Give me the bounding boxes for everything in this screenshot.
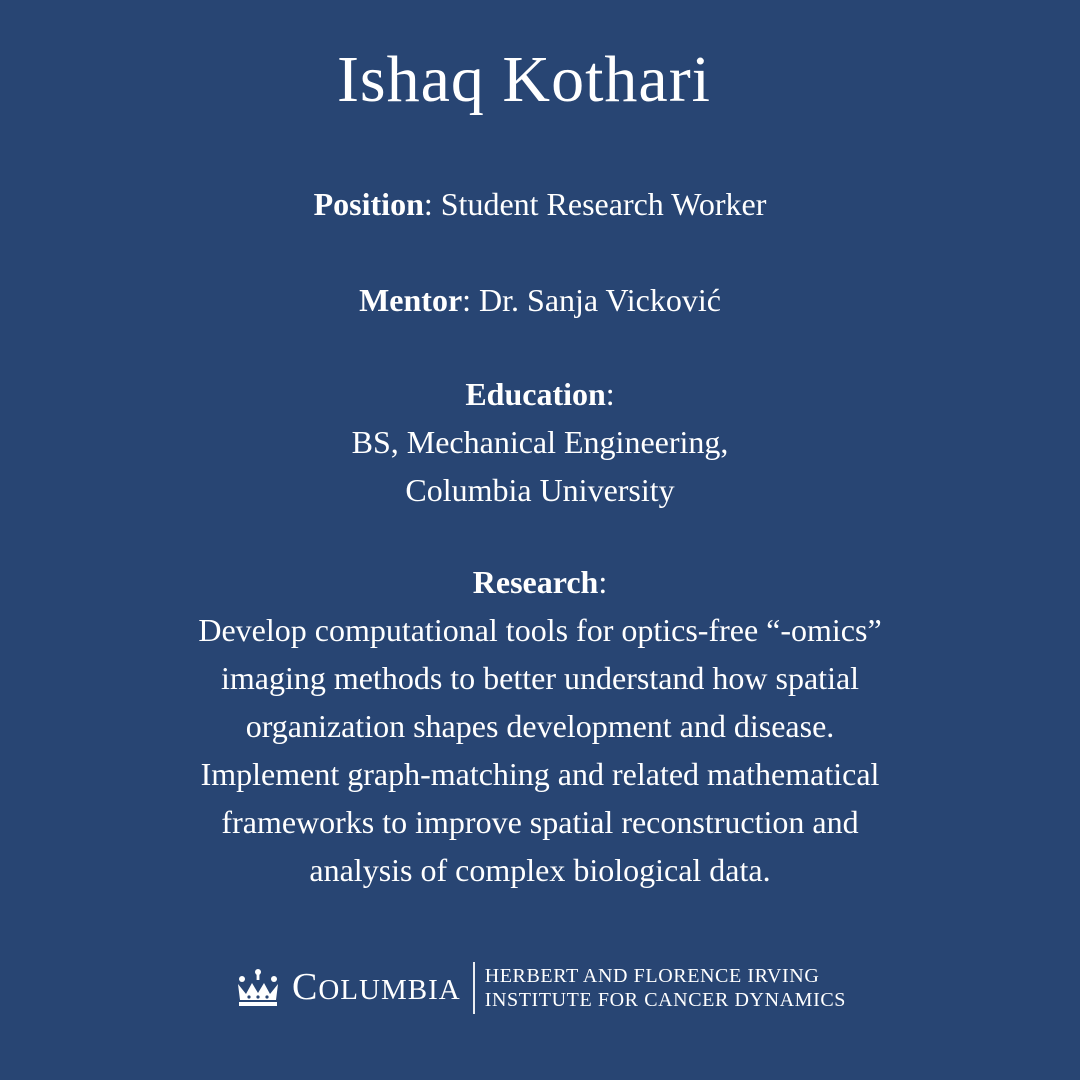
research-section [0,558,1080,894]
research-line: Implement graph-matching and related mathematical [200,756,880,792]
wordmark-initial: C [291,965,319,1008]
person-name: Ishaq Kothari [336,43,712,116]
research-line: organization shapes development and disease. [245,708,835,744]
education-colon: : [605,376,615,412]
logo-divider [473,962,475,1014]
mentor-row [0,276,1080,324]
crown-icon [234,968,282,1008]
education-label: Education [465,376,606,412]
wordmark-rest: OLUMBIA [318,973,461,1006]
education-line: Columbia University [405,472,675,508]
research-colon: : [598,564,608,600]
institute-line-2: INSTITUTE FOR CANCER DYNAMICS [484,989,846,1011]
research-label: Research [472,564,599,600]
institution-logo [0,962,1080,1014]
position-row [0,180,1080,228]
research-line: analysis of complex biological data. [309,852,771,888]
research-line: Develop computational tools for optics-free “-omics” [198,612,882,648]
research-line: frameworks to improve spatial reconstruction and [221,804,859,840]
research-line: imaging methods to better understand how spatial [220,660,860,696]
mentor-value: : Dr. Sanja Vicković [462,282,721,318]
mentor-label: Mentor [359,282,463,318]
institute-name [485,964,846,1012]
education-line: BS, Mechanical Engineering, [351,424,729,460]
columbia-wordmark [292,965,461,1012]
education-section [0,370,1080,514]
position-value: : Student Research Worker [423,186,767,222]
institute-line-1: HERBERT AND FLORENCE IRVING [484,965,820,987]
position-label: Position [313,186,424,222]
